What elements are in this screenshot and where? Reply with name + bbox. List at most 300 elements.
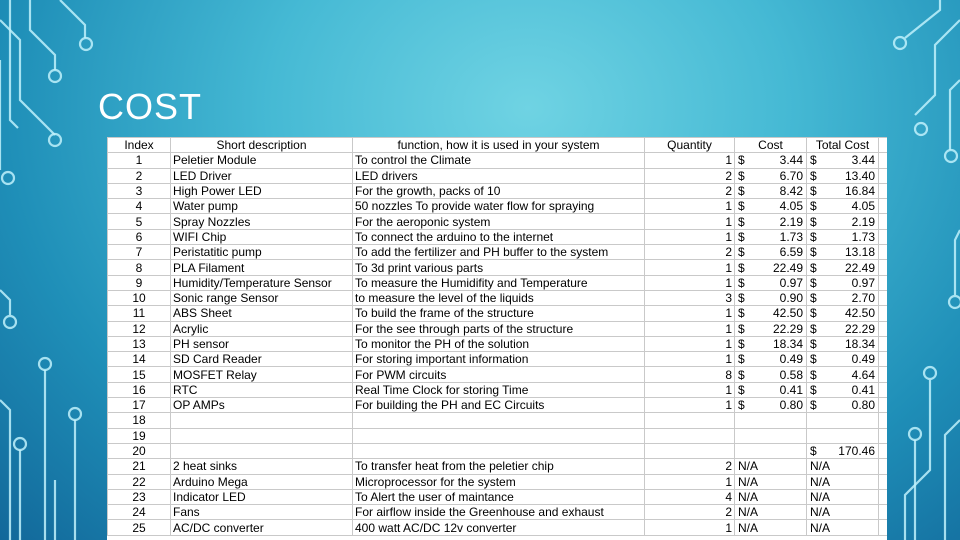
cell-cost <box>735 352 807 367</box>
amount: 13.18 <box>844 245 875 260</box>
cell-index: 14 <box>108 352 171 367</box>
cell-function: To monitor the PH of the solution <box>353 336 645 351</box>
cell-total-cost <box>807 505 879 520</box>
currency-symbol: $ <box>810 184 817 199</box>
currency-symbol: $ <box>810 306 817 321</box>
total-cost-value <box>807 490 878 504</box>
cell-function: LED drivers <box>353 168 645 183</box>
table-row <box>108 168 888 183</box>
currency-symbol: $ <box>738 291 745 306</box>
cost-value <box>735 276 806 290</box>
table-row <box>108 321 888 336</box>
cell-total-cost <box>807 321 879 336</box>
cell-function: To build the frame of the structure <box>353 306 645 321</box>
table-row <box>108 413 888 428</box>
cell-extra <box>879 459 888 474</box>
cost-value <box>735 230 806 244</box>
cell-quantity: 1 <box>645 398 735 413</box>
currency-symbol: $ <box>738 367 745 382</box>
cell-total-cost <box>807 199 879 214</box>
cell-quantity: 1 <box>645 275 735 290</box>
amount: 0.80 <box>779 398 803 413</box>
cost-value <box>735 169 806 183</box>
cell-description: Water pump <box>171 199 353 214</box>
cell-function: To transfer heat from the peletier chip <box>353 459 645 474</box>
cost-value <box>735 398 806 412</box>
cell-cost <box>735 199 807 214</box>
currency-symbol: $ <box>810 153 817 168</box>
cell-function: For the growth, packs of 10 <box>353 183 645 198</box>
cell-index: 16 <box>108 382 171 397</box>
cell-total-cost <box>807 398 879 413</box>
currency-symbol: $ <box>810 245 817 260</box>
cell-function: For PWM circuits <box>353 367 645 382</box>
cell-extra <box>879 153 888 168</box>
cell-quantity: 1 <box>645 153 735 168</box>
table-row <box>108 428 888 443</box>
currency-symbol: N/A <box>738 474 759 489</box>
cell-index: 4 <box>108 199 171 214</box>
table-row <box>108 443 888 458</box>
cell-description: AC/DC converter <box>171 520 353 535</box>
currency-symbol: $ <box>810 367 817 382</box>
cell-function: To add the fertilizer and PH buffer to the system <box>353 245 645 260</box>
amount: 13.40 <box>844 168 875 183</box>
table-row <box>108 290 888 305</box>
cell-cost <box>735 214 807 229</box>
table-row <box>108 306 888 321</box>
cell-description <box>171 443 353 458</box>
currency-symbol: $ <box>738 275 745 290</box>
cell-description: Acrylic <box>171 321 353 336</box>
cell-total-cost <box>807 443 879 458</box>
cell-extra <box>879 489 888 504</box>
amount: 0.58 <box>779 367 803 382</box>
amount: 0.41 <box>779 382 803 397</box>
cell-total-cost <box>807 153 879 168</box>
currency-symbol: N/A <box>738 520 759 535</box>
cost-value <box>735 261 806 275</box>
cell-description: WIFI Chip <box>171 229 353 244</box>
table-row <box>108 153 888 168</box>
cell-index: 1 <box>108 153 171 168</box>
cost-value <box>735 245 806 259</box>
cell-function: 50 nozzles To provide water flow for spraying <box>353 199 645 214</box>
total-cost-value <box>807 306 878 320</box>
cell-cost <box>735 474 807 489</box>
cell-cost <box>735 443 807 458</box>
cell-total-cost <box>807 489 879 504</box>
amount: 1.73 <box>779 229 803 244</box>
currency-symbol: $ <box>810 291 817 306</box>
cell-index: 17 <box>108 398 171 413</box>
cell-quantity: 2 <box>645 168 735 183</box>
cell-function: For the aeroponic system <box>353 214 645 229</box>
amount: 0.80 <box>851 398 875 413</box>
total-cost-value <box>807 398 878 412</box>
cell-total-cost <box>807 459 879 474</box>
cell-extra <box>879 214 888 229</box>
cell-cost <box>735 168 807 183</box>
amount: 42.50 <box>772 306 803 321</box>
cell-description: Peristatitic pump <box>171 245 353 260</box>
cell-description: SD Card Reader <box>171 352 353 367</box>
table-row <box>108 183 888 198</box>
cell-cost <box>735 336 807 351</box>
total-cost-value <box>807 368 878 382</box>
cell-extra <box>879 382 888 397</box>
currency-symbol: N/A <box>810 505 831 520</box>
currency-symbol: $ <box>810 214 817 229</box>
currency-symbol: $ <box>810 229 817 244</box>
cost-value <box>735 199 806 213</box>
cell-index: 9 <box>108 275 171 290</box>
cost-value <box>735 153 806 167</box>
cell-total-cost <box>807 260 879 275</box>
currency-symbol: N/A <box>810 459 831 474</box>
total-cost-value <box>807 169 878 183</box>
cell-cost <box>735 260 807 275</box>
cell-total-cost <box>807 214 879 229</box>
cell-extra <box>879 474 888 489</box>
cell-quantity: 1 <box>645 336 735 351</box>
cell-cost <box>735 428 807 443</box>
table-row <box>108 505 888 520</box>
currency-symbol: $ <box>810 398 817 413</box>
currency-symbol: $ <box>738 153 745 168</box>
cell-index: 23 <box>108 489 171 504</box>
amount: 0.49 <box>779 352 803 367</box>
cell-extra <box>879 398 888 413</box>
currency-symbol: $ <box>738 168 745 183</box>
cell-index: 13 <box>108 336 171 351</box>
table-row <box>108 199 888 214</box>
total-cost-value <box>807 199 878 213</box>
cost-value <box>735 521 806 535</box>
amount: 0.97 <box>851 275 875 290</box>
amount: 42.50 <box>844 306 875 321</box>
cell-description: MOSFET Relay <box>171 367 353 382</box>
header-cost: Cost <box>735 138 807 153</box>
header-extra <box>879 138 888 153</box>
cell-index: 3 <box>108 183 171 198</box>
cell-total-cost <box>807 336 879 351</box>
cell-quantity: 1 <box>645 520 735 535</box>
cell-description: Indicator LED <box>171 489 353 504</box>
cost-value <box>735 383 806 397</box>
cell-function <box>353 428 645 443</box>
total-cost-value <box>807 459 878 473</box>
amount: 16.84 <box>844 184 875 199</box>
cell-description: Peletier Module <box>171 153 353 168</box>
amount: 4.05 <box>779 199 803 214</box>
cell-description: Sonic range Sensor <box>171 290 353 305</box>
amount: 3.44 <box>779 153 803 168</box>
cell-function: For building the PH and EC Circuits <box>353 398 645 413</box>
currency-symbol: $ <box>738 306 745 321</box>
currency-symbol: $ <box>738 260 745 275</box>
cell-cost <box>735 183 807 198</box>
cell-extra <box>879 229 888 244</box>
cell-function <box>353 443 645 458</box>
cell-function: To connect the arduino to the internet <box>353 229 645 244</box>
cell-total-cost <box>807 413 879 428</box>
cell-cost <box>735 398 807 413</box>
amount: 170.46 <box>838 444 875 459</box>
cell-description <box>171 413 353 428</box>
cell-index: 25 <box>108 520 171 535</box>
currency-symbol: $ <box>738 352 745 367</box>
cell-quantity <box>645 443 735 458</box>
amount: 22.49 <box>772 260 803 275</box>
cell-description: Humidity/Temperature Sensor <box>171 275 353 290</box>
cost-value <box>735 306 806 320</box>
total-cost-value <box>807 383 878 397</box>
total-cost-value <box>807 276 878 290</box>
table-row <box>108 398 888 413</box>
amount: 18.34 <box>844 337 875 351</box>
table-row <box>108 275 888 290</box>
total-cost-value <box>807 230 878 244</box>
cell-extra <box>879 413 888 428</box>
cell-quantity: 2 <box>645 459 735 474</box>
cell-index: 12 <box>108 321 171 336</box>
total-cost-value <box>807 337 878 351</box>
cell-description: Arduino Mega <box>171 474 353 489</box>
cell-index: 22 <box>108 474 171 489</box>
currency-symbol: N/A <box>738 489 759 504</box>
amount: 6.70 <box>779 168 803 183</box>
total-cost-value <box>807 245 878 259</box>
cell-total-cost <box>807 245 879 260</box>
amount: 2.19 <box>851 214 875 229</box>
table-row <box>108 214 888 229</box>
cell-description: High Power LED <box>171 183 353 198</box>
cost-value <box>735 490 806 504</box>
cell-description: Fans <box>171 505 353 520</box>
currency-symbol: $ <box>738 184 745 199</box>
total-cost-value <box>807 352 878 366</box>
cell-quantity: 1 <box>645 321 735 336</box>
amount: 22.29 <box>772 321 803 336</box>
total-cost-value <box>807 521 878 535</box>
currency-symbol: $ <box>810 337 817 351</box>
amount: 8.42 <box>779 184 803 199</box>
cell-extra <box>879 352 888 367</box>
cost-value <box>735 215 806 229</box>
amount: 1.73 <box>851 229 875 244</box>
cell-extra <box>879 428 888 443</box>
cell-description: Spray Nozzles <box>171 214 353 229</box>
cost-value <box>735 459 806 473</box>
cell-quantity: 1 <box>645 199 735 214</box>
currency-symbol: $ <box>738 245 745 260</box>
table-row <box>108 367 888 382</box>
cell-cost <box>735 290 807 305</box>
cell-description: OP AMPs <box>171 398 353 413</box>
currency-symbol: $ <box>810 382 817 397</box>
currency-symbol: $ <box>738 337 745 351</box>
header-function: function, how it is used in your system <box>353 138 645 153</box>
cell-description: 2 heat sinks <box>171 459 353 474</box>
cell-cost <box>735 382 807 397</box>
cell-total-cost <box>807 275 879 290</box>
currency-symbol: $ <box>738 382 745 397</box>
cell-function: 400 watt AC/DC 12v converter <box>353 520 645 535</box>
cell-index: 15 <box>108 367 171 382</box>
header-row <box>108 138 888 153</box>
cell-cost <box>735 489 807 504</box>
table-row <box>108 336 888 351</box>
header-description: Short description <box>171 138 353 153</box>
table-row <box>108 229 888 244</box>
cell-cost <box>735 306 807 321</box>
currency-symbol: $ <box>738 229 745 244</box>
cell-total-cost <box>807 367 879 382</box>
cell-quantity: 2 <box>645 245 735 260</box>
cell-index: 5 <box>108 214 171 229</box>
currency-symbol: $ <box>810 168 817 183</box>
cell-total-cost <box>807 520 879 535</box>
currency-symbol: $ <box>810 260 817 275</box>
cell-function: For storing important information <box>353 352 645 367</box>
cost-value <box>735 322 806 336</box>
cell-cost <box>735 153 807 168</box>
cell-extra <box>879 520 888 535</box>
cost-value <box>735 352 806 366</box>
total-cost-value <box>807 215 878 229</box>
amount: 4.05 <box>851 199 875 214</box>
currency-symbol: $ <box>810 444 817 459</box>
cell-function: To 3d print various parts <box>353 260 645 275</box>
cell-extra <box>879 260 888 275</box>
cell-function: For the see through parts of the structure <box>353 321 645 336</box>
cell-quantity: 1 <box>645 229 735 244</box>
cost-value <box>735 368 806 382</box>
cell-index: 24 <box>108 505 171 520</box>
cell-description: ABS Sheet <box>171 306 353 321</box>
cell-total-cost <box>807 382 879 397</box>
total-cost-value <box>807 475 878 489</box>
cell-cost <box>735 367 807 382</box>
amount: 2.70 <box>851 291 875 306</box>
cell-total-cost <box>807 168 879 183</box>
table-row <box>108 260 888 275</box>
table-row <box>108 245 888 260</box>
header-quantity: Quantity <box>645 138 735 153</box>
amount: 4.64 <box>851 367 875 382</box>
currency-symbol: N/A <box>738 505 759 520</box>
table-row <box>108 352 888 367</box>
cell-total-cost <box>807 352 879 367</box>
cell-total-cost <box>807 229 879 244</box>
cell-total-cost <box>807 428 879 443</box>
currency-symbol: $ <box>738 321 745 336</box>
currency-symbol: $ <box>810 275 817 290</box>
cell-cost <box>735 275 807 290</box>
currency-symbol: $ <box>810 352 817 367</box>
table-row <box>108 520 888 535</box>
cell-cost <box>735 229 807 244</box>
cell-index: 7 <box>108 245 171 260</box>
cost-spreadsheet <box>107 137 887 540</box>
cell-function <box>353 413 645 428</box>
cell-index: 6 <box>108 229 171 244</box>
cell-description: RTC <box>171 382 353 397</box>
amount: 0.90 <box>779 291 803 306</box>
amount: 18.34 <box>772 337 803 351</box>
cell-extra <box>879 505 888 520</box>
currency-symbol: N/A <box>738 459 759 474</box>
currency-symbol: $ <box>738 214 745 229</box>
cell-description: PH sensor <box>171 336 353 351</box>
cell-extra <box>879 245 888 260</box>
cell-quantity: 1 <box>645 382 735 397</box>
cell-total-cost <box>807 306 879 321</box>
total-cost-value <box>807 505 878 519</box>
total-cost-value <box>807 291 878 305</box>
cell-index: 8 <box>108 260 171 275</box>
cell-total-cost <box>807 474 879 489</box>
amount: 3.44 <box>851 153 875 168</box>
cell-total-cost <box>807 183 879 198</box>
amount: 6.59 <box>779 245 803 260</box>
cell-function: For airflow inside the Greenhouse and exhaust <box>353 505 645 520</box>
currency-symbol: N/A <box>810 489 831 504</box>
cell-function: to measure the level of the liquids <box>353 290 645 305</box>
table-row <box>108 489 888 504</box>
amount: 22.29 <box>844 321 875 336</box>
cell-index: 10 <box>108 290 171 305</box>
total-cost-value <box>807 444 878 458</box>
cell-description <box>171 428 353 443</box>
total-cost-value <box>807 261 878 275</box>
cell-index: 21 <box>108 459 171 474</box>
cost-value <box>735 184 806 198</box>
cell-quantity <box>645 428 735 443</box>
cell-cost <box>735 459 807 474</box>
amount: 22.49 <box>844 260 875 275</box>
cell-extra <box>879 275 888 290</box>
table-row <box>108 459 888 474</box>
cell-extra <box>879 290 888 305</box>
cell-quantity: 8 <box>645 367 735 382</box>
currency-symbol: $ <box>810 199 817 214</box>
cell-extra <box>879 321 888 336</box>
cost-value <box>735 505 806 519</box>
cell-quantity: 4 <box>645 489 735 504</box>
cell-index: 19 <box>108 428 171 443</box>
cell-extra <box>879 199 888 214</box>
table-body <box>108 153 888 535</box>
cost-value <box>735 475 806 489</box>
cell-quantity: 1 <box>645 474 735 489</box>
cell-extra <box>879 443 888 458</box>
cell-cost <box>735 505 807 520</box>
currency-symbol: N/A <box>810 520 831 535</box>
cell-quantity: 2 <box>645 505 735 520</box>
cell-function: Real Time Clock for storing Time <box>353 382 645 397</box>
slide-title: COST <box>98 86 203 127</box>
amount: 2.19 <box>779 214 803 229</box>
cell-cost <box>735 520 807 535</box>
cell-index: 11 <box>108 306 171 321</box>
cell-quantity: 1 <box>645 306 735 321</box>
cell-cost <box>735 245 807 260</box>
cell-description: LED Driver <box>171 168 353 183</box>
table-row <box>108 382 888 397</box>
cell-function: To measure the Humidifity and Temperature <box>353 275 645 290</box>
